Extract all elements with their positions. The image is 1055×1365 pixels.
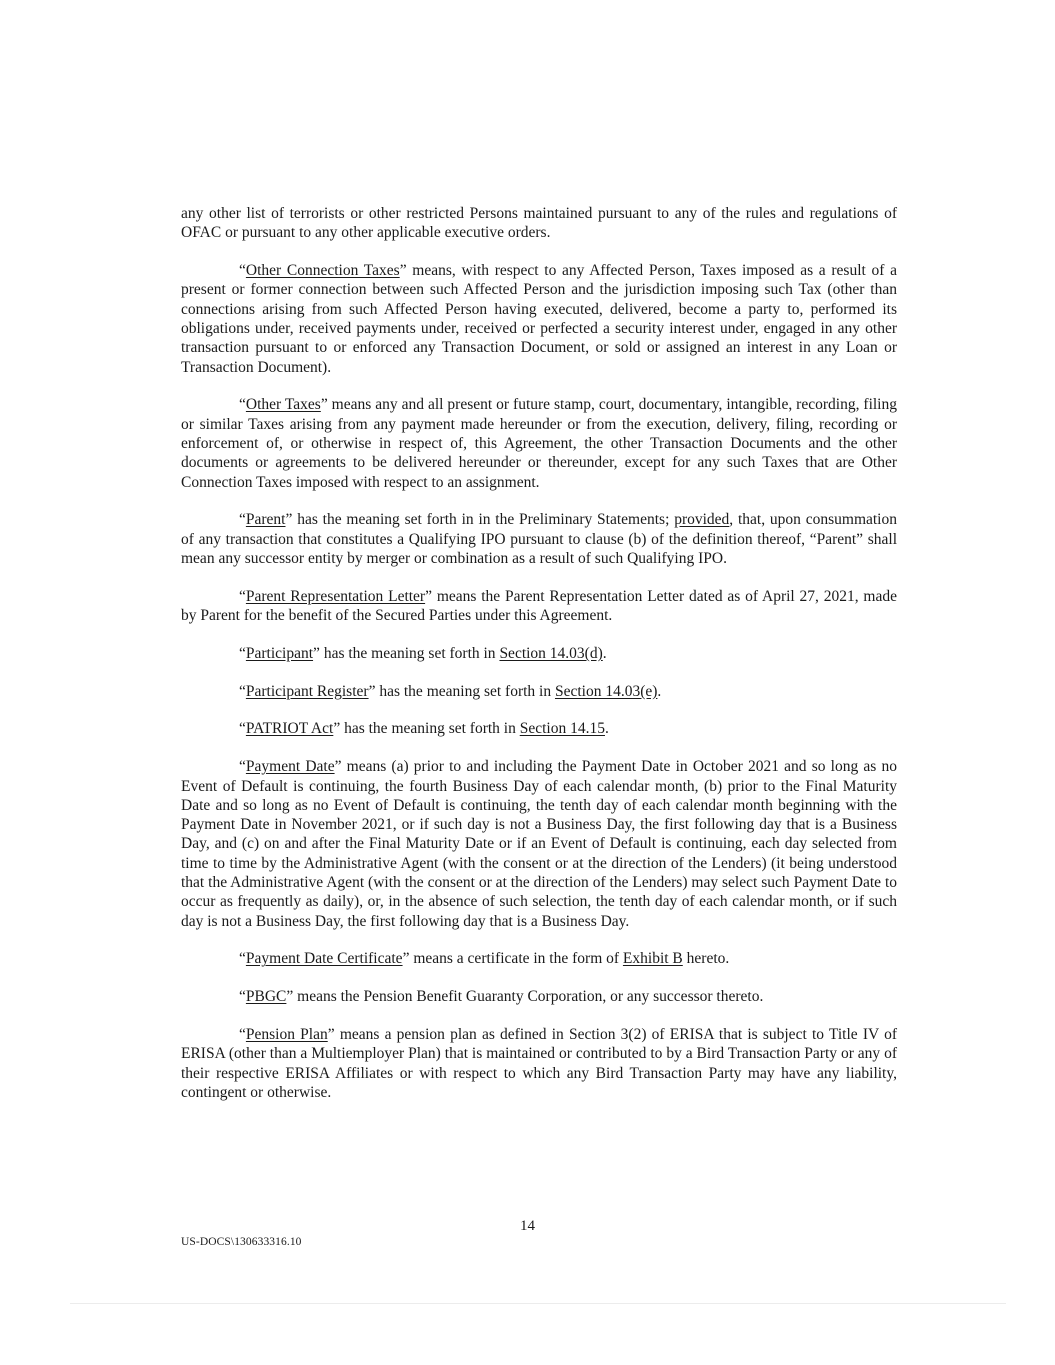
close-quote: ” [313,644,320,662]
defined-term: PBGC [245,988,287,1006]
defined-term: Participant [245,644,314,662]
definition-parent-representation-letter [181,587,897,626]
sentence-end: hereto. [682,950,730,968]
paragraph-ofac-continuation [181,204,897,243]
definition-text: means (a) prior to and including the Payment Date in October 2021 and so long as no Event of Default is continuing, the fourth Business Day of each calendar month, (b) prior to the Final Maturity Date and so long as no Event of Default is continuing, the tenth day of each calendar month beginning with the Payment Date in November 2021, or if such day is not a Business Day, the first following day that is a Business Day, and (c) on and after the Final Maturity Date or if an Event of Default is continuing, each day selected from time to time by the Administrative Agent (with the consent or at the direction of the Lenders) (it being understood that the Administrative Agent (with the consent or at the direction of the Lenders) may select such Payment Date to occur as frequently as daily), or, in the absence of such selection, the tenth day of each calendar month, or if such day is not a Business Day, the first following day that is a Business Day. [181,758,897,930]
close-quote: ” [320,396,328,414]
definition-text: means the Pension Benefit Guaranty Corporation, or any successor thereto. [293,988,764,1006]
provided-term: provided [674,511,730,529]
close-quote: ” [402,950,410,968]
definition-participant [181,644,897,663]
open-quote: “ [239,758,246,776]
open-quote: “ [239,396,246,414]
definition-participant-register [181,682,897,701]
definition-text: has the meaning set forth in [375,682,555,700]
page-number: 14 [520,1218,535,1234]
definition-payment-date [181,757,897,931]
exhibit-reference: Exhibit B [622,950,683,968]
close-quote: ” [334,758,342,776]
sentence-end: . [604,720,609,738]
section-reference: Section 14.03(e) [554,682,658,700]
defined-term: Payment Date [245,758,335,776]
open-quote: “ [239,950,246,968]
defined-term: Parent Representation Letter [245,587,426,605]
page-edge-line [70,1303,1006,1304]
section-reference: Section 14.03(d) [499,644,603,662]
open-quote: “ [239,644,246,662]
open-quote: “ [239,587,246,605]
definition-other-taxes [181,395,897,491]
open-quote: “ [239,720,246,738]
definition-patriot-act [181,719,897,738]
open-quote: “ [239,511,246,529]
section-reference: Section 14.15 [519,720,605,738]
sentence-end: . [657,682,662,700]
paragraph-text: any other list of terrorists or other restricted Persons maintained pursuant to any of the rules and regulations of OFAC or pursuant to any other applicable executive orders. [181,205,897,242]
definition-text-continued: , that, upon consummation of any transaction that constitutes a Qualifying IPO pursuant to clause (b) of the definition thereof, “Parent” shall mean any successor entity by merger or combination as a result of such Qualifying IPO. [181,511,897,567]
close-quote: ” [327,1026,335,1043]
defined-term: Other Taxes [245,396,321,414]
definition-text: has the meaning set forth in [319,644,500,662]
defined-term: Payment Date Certificate [245,950,403,968]
defined-term: Participant Register [245,682,369,700]
sentence-end: . [602,644,607,662]
close-quote: ” [399,262,407,280]
definition-text: has the meaning set forth in [340,720,520,738]
definition-other-connection-taxes [181,261,897,377]
open-quote: “ [239,262,246,280]
defined-term: PATRIOT Act [245,720,334,738]
close-quote: ” [425,587,432,605]
definition-text: means a certificate in the form of [409,950,623,968]
document-body [181,204,897,1121]
open-quote: “ [239,988,246,1006]
definition-text: means, with respect to any Affected Person, Taxes imposed as a result of a present or former connection between such Affected Person and the jurisdiction imposing such Tax (other than connections arising from such Affected Person having executed, delivered, become a party to, performed its obligations under, received payments under, received or perfected a security interest under, engaged in any other transaction pursuant to or enforced any Transaction Document, or sold or assigned an interest in any Loan or Transaction Document). [181,262,897,376]
definition-pbgc [181,987,897,1006]
definition-text: means any and all present or future stamp, court, documentary, intangible, recording, filing or similar Taxes arising from any payment made hereunder or from the execution, delivery, filing, recording or enforcement of, or otherwise in respect of, this Agreement, the other Transaction Documents and the other documents or agreements to be delivered hereunder or thereunder, except for any such Taxes that are Other Connection Taxes imposed with respect to an assignment. [181,396,897,491]
definition-pension-plan [181,1025,897,1102]
defined-term: Other Connection Taxes [245,262,400,280]
definition-payment-date-certificate [181,949,897,968]
close-quote: ” [333,720,341,738]
open-quote: “ [239,1026,246,1043]
definition-text: has the meaning set forth in in the Preliminary Statements; [292,511,675,529]
document-id: US-DOCS\130633316.10 [181,1236,302,1248]
definition-text: means the Parent Representation Letter dated as of April 27, 2021, made by Parent for the benefit of the Secured Parties under this Agreement. [181,587,898,625]
close-quote: ” [368,682,376,700]
close-quote: ” [285,511,293,529]
defined-term: Parent [245,511,286,529]
open-quote: “ [239,682,246,700]
definition-text: means a pension plan as defined in Section 3(2) of ERISA that is subject to Title IV of ERISA (other than a Multiemployer Plan) that is maintained or contributed to by a Bird Transaction Party or any of their respective ERISA Affiliates or with respect to which any Bird Transaction Party may have any liability, contingent or otherwise. [181,1026,897,1101]
close-quote: ” [286,988,294,1006]
defined-term: Pension Plan [245,1026,328,1043]
definition-parent [181,510,897,568]
